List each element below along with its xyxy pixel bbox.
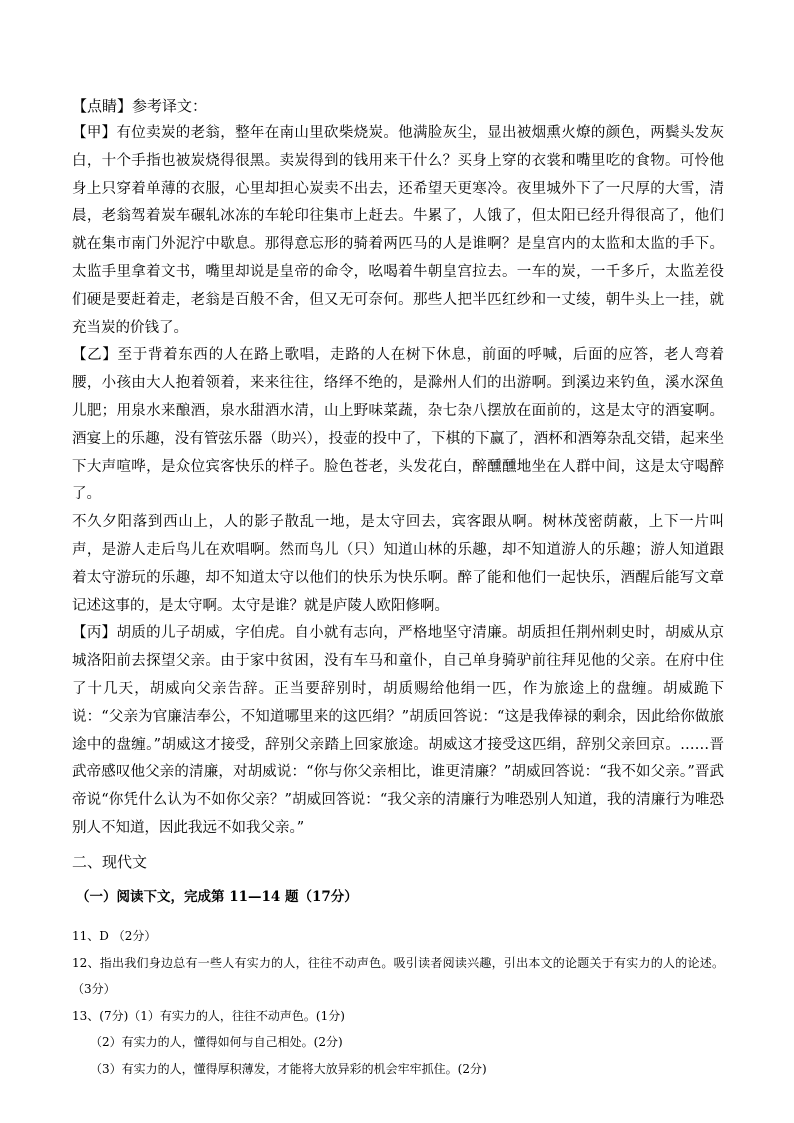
section-two-heading: 二、现代文 [72,852,148,871]
note-heading: 【点睛】参考译文： [72,97,208,115]
answer-13-point-3: （3）有实力的人，懂得厚积薄发，才能将大放异彩的机会牢牢抓住。(2分) [90,1061,487,1076]
question-group-heading: （一）阅读下文，完成第 11—14 题（17分） [76,888,358,905]
paragraph-bing: 【丙】胡质的儿子胡威，字伯虎。自小就有志向，严格地坚守清廉。胡质担任荆州刺史时，胡威从京城洛阳前去探望父亲。由于家中贫困，没有车马和童仆，自己单身骑驴前往拜见他的父亲。在府中住了十几天，胡威向父亲告辞。正当要辞别时，胡质赐给他绢一匹，作为旅途上的盘缠。胡威跪下说：“父亲为官廉洁奉公，不知道哪里来的这匹绢？”胡质回答说：“这是我俸禄的剩余，因此给你做旅途中的盘缠。”胡威这才接受，辞别父亲踏上回家旅途。胡威这才接受这匹绢，辞别父亲回京。……晋武帝感叹他父亲的清廉，对胡威说：“你与你父亲相比，谁更清廉？”胡威回答说：“我不如父亲。”晋武帝说“你凭什么认为不如你父亲？”胡威回答说：“我父亲的清廉行为唯恐别人知道，我的清廉行为唯恐别人不知道，因此我远不如我父亲。” [72,625,724,836]
answer-11: 11、D （2分） [72,929,157,944]
paragraph-jia: 【甲】有位卖炭的老翁，整年在南山里砍柴烧炭。他满脸灰尘，显出被烟熏火燎的颜色，两鬓头发灰白，十个手指也被炭烧得很黑。卖炭得到的钱用来干什么？买身上穿的衣裳和嘴里吃的食物。可怜他身上只穿着单薄的衣服，心里却担心炭卖不出去，还希望天更寒冷。夜里城外下了一尺厚的大雪，清晨，老翁驾着炭车碾轧冰冻的车轮印往集市上赶去。牛累了，人饿了，但太阳已经升得很高了，他们就在集市南门外泥泞中歇息。那得意忘形的骑着两匹马的人是谁啊？是皇宫内的太监和太监的手下。太监手里拿着文书，嘴里却说是皇帝的命令，吆喝着牛朝皇宫拉去。一车的炭，一千多斤，太监差役们硬是要赶着走，老翁是百般不舍，但又无可奈何。那些人把半匹红纱和一丈绫，朝牛头上一挂，就充当炭的价钱了。 [72,125,724,336]
answer-13-point-2: （2）有实力的人，懂得如何与自己相处。(2分) [90,1035,343,1050]
answer-12: 12、指出我们身边总有一些人有实力的人，往往不动声色。吸引读者阅读兴趣，引出本文的论题关于有实力的人的论述。（3分） [72,955,724,997]
answer-13: 13、(7分)（1）有实力的人，往往不动声色。(1分) [72,1008,345,1023]
paragraph-yi: 【乙】至于背着东西的人在路上歌唱，走路的人在树下休息，前面的呼喊，后面的应答，老人弯着腰，小孩由大人抱着领着，来来往往，络绎不绝的，是滁州人们的出游啊。到溪边来钓鱼，溪水深鱼儿肥；用泉水来酿酒，泉水甜酒水清，山上野味菜蔬，杂七杂八摆放在面前的，这是太守的酒宴啊。酒宴上的乐趣，没有管弦乐器（助兴），投壶的投中了，下棋的下赢了，酒杯和酒筹杂乱交错，起来坐下大声喧哗，是众位宾客快乐的样子。脸色苍老，头发花白，醉醺醺地坐在人群中间，这是太守喝醉了。 [72,347,724,503]
paragraph-yi-continued: 不久夕阳落到西山上，人的影子散乱一地，是太守回去，宾客跟从啊。树林茂密荫蔽，上下一片叫声，是游人走后鸟儿在欢唱啊。然而鸟儿（只）知道山林的乐趣，却不知道游人的乐趣；游人知道跟着太守游玩的乐趣，却不知道太守以他们的快乐为快乐啊。醉了能和他们一起快乐，酒醒后能写文章记述这事的，是太守啊。太守是谁？就是庐陵人欧阳修啊。 [72,514,724,614]
document-page [72,93,724,1082]
